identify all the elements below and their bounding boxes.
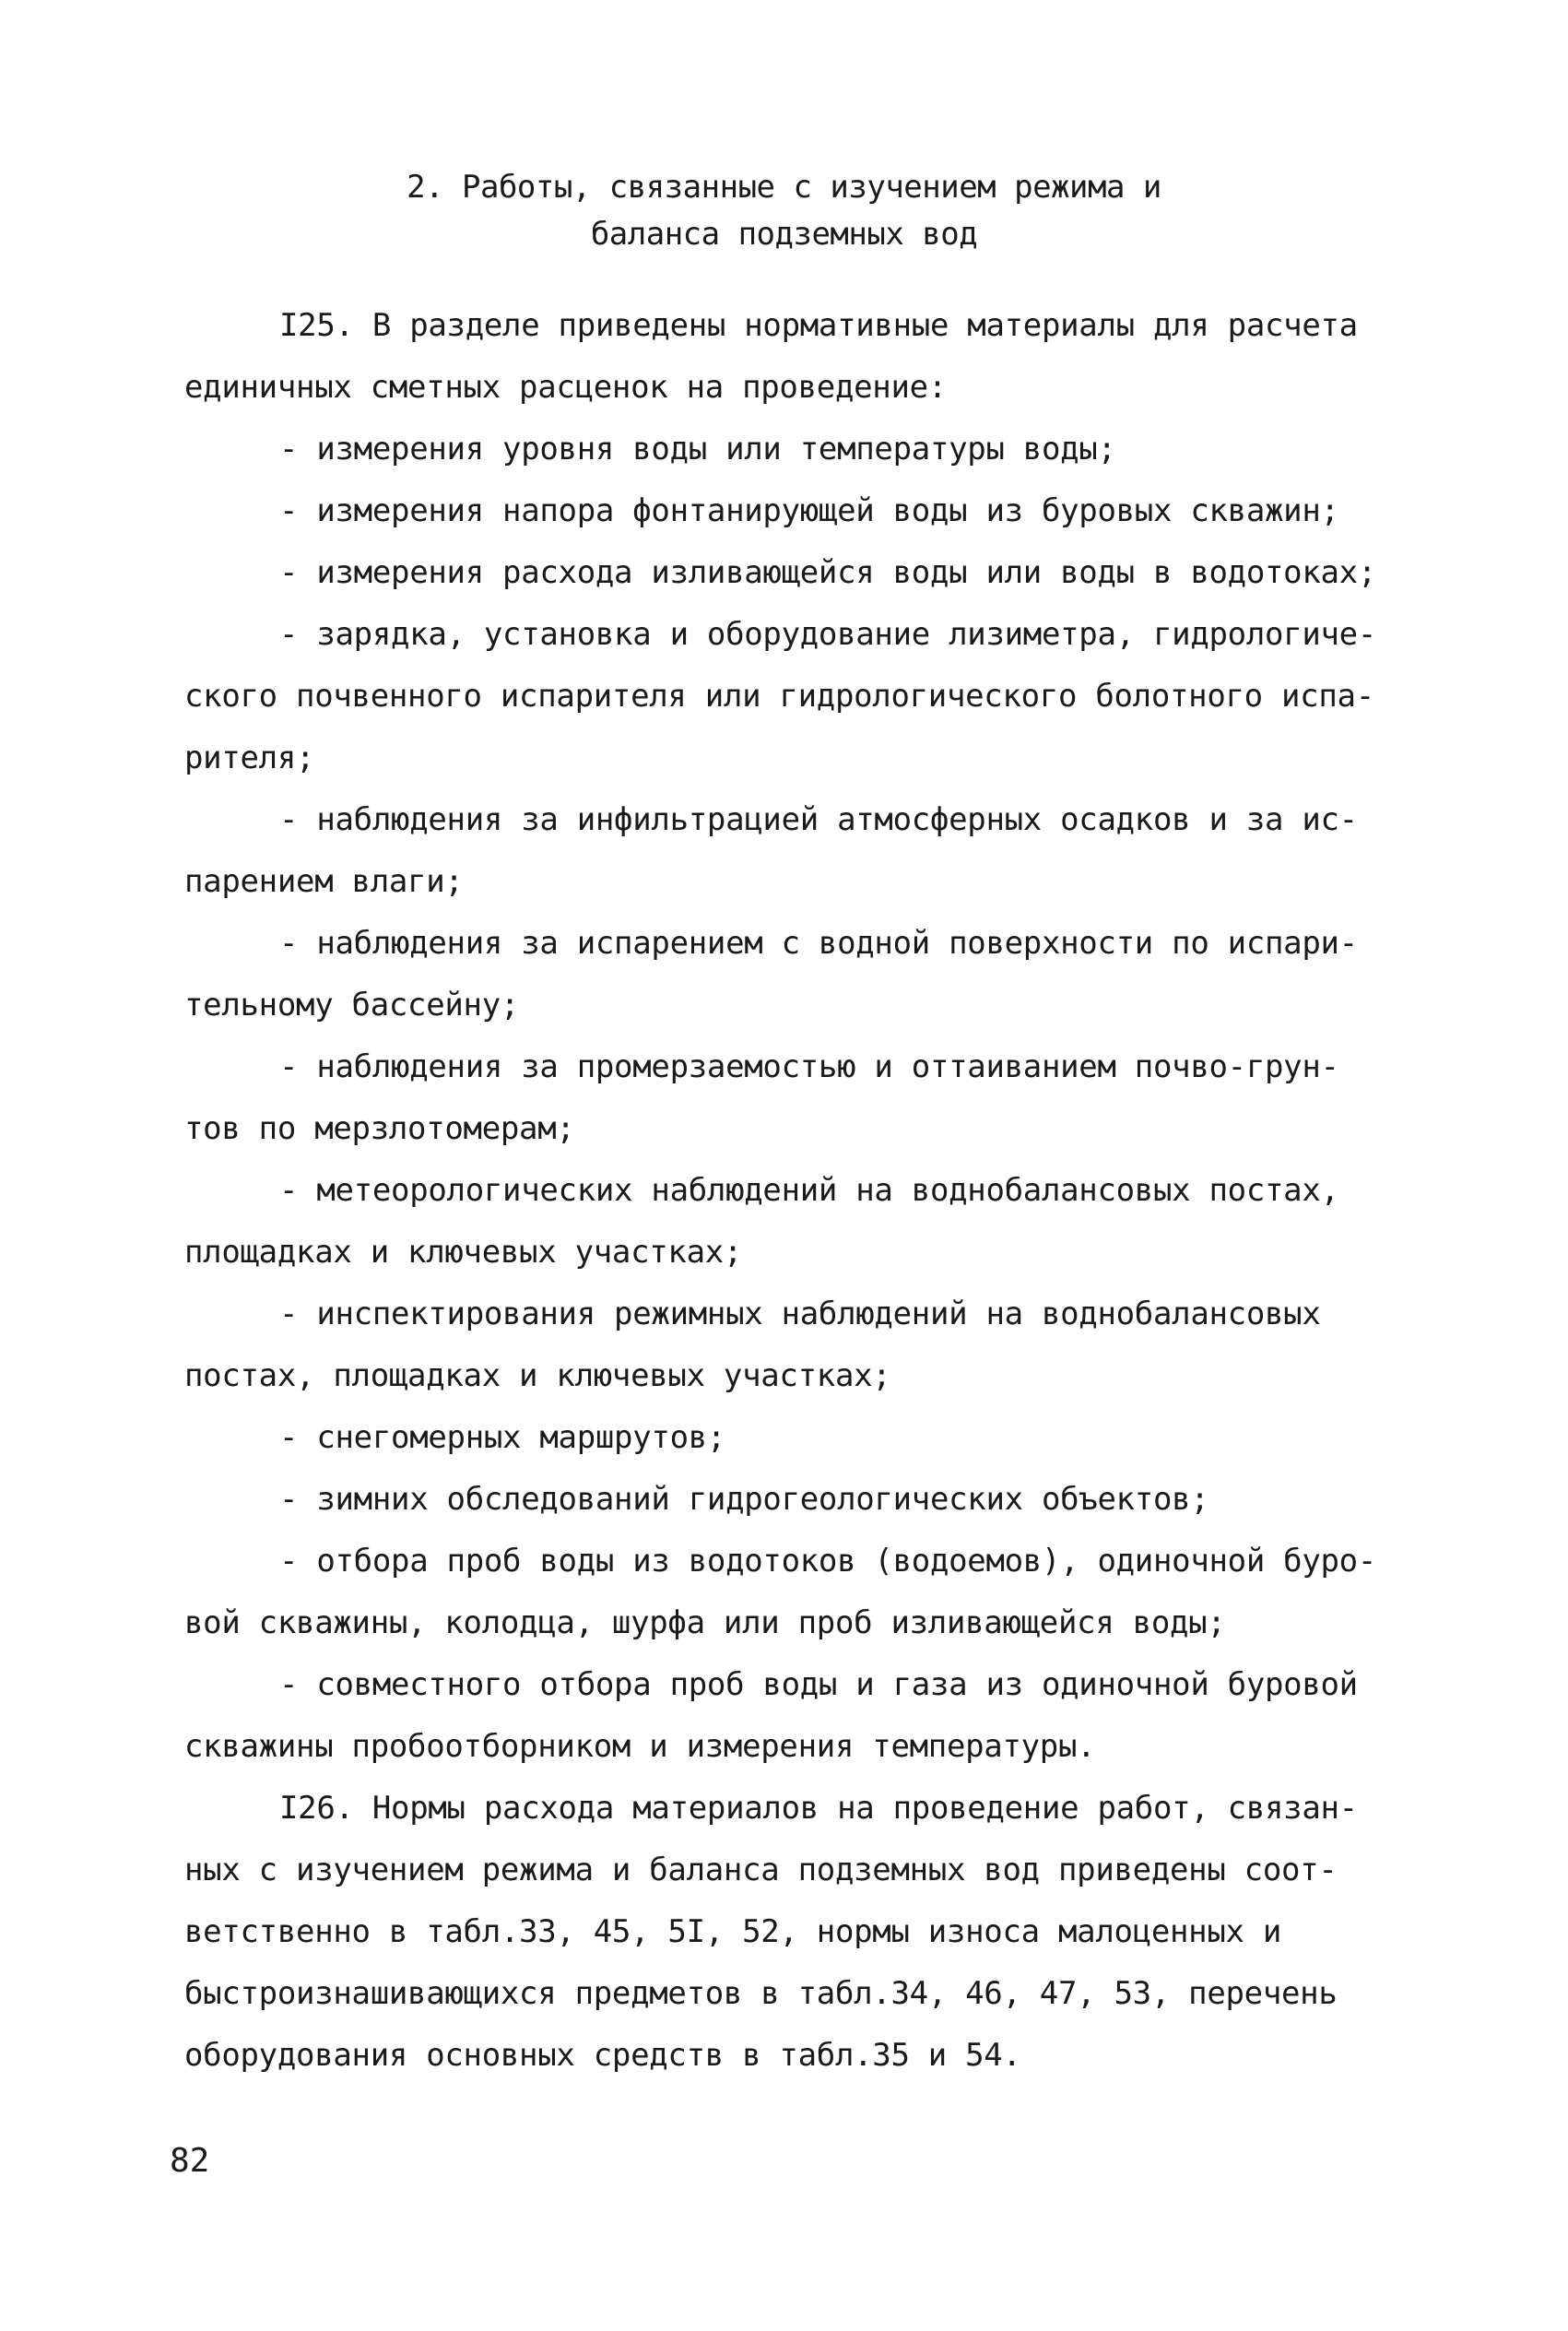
list-item-continuation: ского почвенного испарителя или гидрологического болотного испа- — [184, 678, 1374, 715]
section-title-line-1: 2. Работы, связанные с изучением режима и — [407, 169, 1161, 206]
list-item-continuation: скважины пробоотборником и измерения температуры. — [184, 1728, 1096, 1765]
list-item: - измерения напора фонтанирующей воды из буровых скважин; — [279, 492, 1339, 529]
list-item-continuation: парением влаги; — [184, 863, 464, 900]
paragraph-126-line: ных с изучением режима и баланса подземных вод приведены соот- — [184, 1852, 1338, 1888]
list-item: - наблюдения за испарением с водной поверхности по испари- — [279, 925, 1358, 962]
list-item: - зарядка, установка и оборудование лизиметра, гидрологиче- — [279, 616, 1377, 653]
list-item-continuation: площадках и ключевых участках; — [184, 1234, 743, 1271]
paragraph-125-line: единичных сметных расценок на проведение: — [184, 369, 947, 406]
list-item: - совместного отбора проб воды и газа из одиночной буровой — [279, 1666, 1358, 1703]
list-item: - измерения уровня воды или температуры воды; — [279, 431, 1116, 467]
paragraph-125-line: I25. В разделе приведены нормативные материалы для расчета — [279, 307, 1358, 344]
list-item: - метеорологических наблюдений на воднобалансовых постах, — [279, 1172, 1339, 1209]
list-item-continuation: вой скважины, колодца, шурфа или проб изливающейся воды; — [184, 1604, 1226, 1641]
section-title-line-2: баланса подземных вод — [590, 216, 978, 253]
list-item: - зимних обследований гидрогеологических объектов; — [279, 1481, 1209, 1518]
list-item: - инспектирования режимных наблюдений на воднобалансовых — [279, 1296, 1321, 1332]
paragraph-126-line: быстроизнашивающихся предметов в табл.34, 46, 47, 53, перечень — [184, 1975, 1338, 2012]
paragraph-126-line: оборудования основных средств в табл.35 и 54. — [184, 2037, 1021, 2074]
list-item-continuation: тов по мерзлотомерам; — [184, 1110, 575, 1147]
list-item-continuation: рителя; — [184, 740, 315, 776]
list-item: - наблюдения за инфильтрацией атмосферных осадков и за ис- — [279, 801, 1358, 838]
list-item: - измерения расхода изливающейся воды или воды в водотоках; — [279, 554, 1377, 591]
list-item: - снегомерных маршрутов; — [279, 1419, 726, 1456]
page-number: 82 — [170, 2142, 210, 2180]
list-item: - отбора проб воды из водотоков (водоемов), одиночной буро- — [279, 1543, 1377, 1580]
paragraph-126-line: ветственно в табл.33, 45, 5I, 52, нормы износа малоценных и — [184, 1913, 1282, 1950]
list-item-continuation: постах, площадках и ключевых участках; — [184, 1357, 891, 1394]
paragraph-126-line: I26. Нормы расхода материалов на проведение работ, связан- — [279, 1790, 1358, 1827]
list-item: - наблюдения за промерзаемостью и оттаиванием почво-грун- — [279, 1048, 1339, 1085]
list-item-continuation: тельному бассейну; — [184, 987, 520, 1024]
